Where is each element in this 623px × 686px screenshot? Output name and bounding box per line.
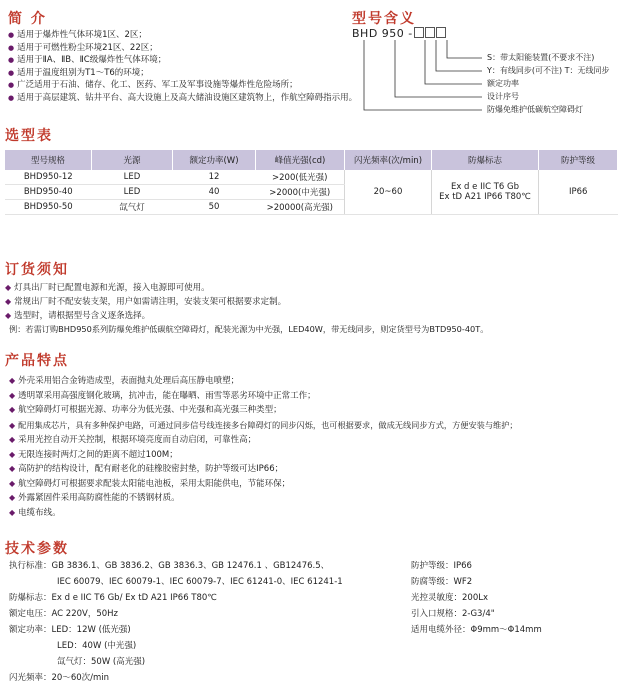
- cell-source: LED: [92, 170, 173, 185]
- legend-seq: 设计序号: [487, 92, 519, 101]
- model-dash: -: [408, 27, 413, 40]
- list-item: ◆ 外壳采用铝合金铸造成型，表面抛丸处理后高压静电喷塑；: [9, 376, 240, 386]
- ordering-list: [5, 281, 488, 336]
- table-header-row: [5, 150, 618, 170]
- selection-title: 选型表: [5, 128, 53, 144]
- col-header: 额定功率(W): [173, 150, 256, 170]
- code-box: [436, 27, 446, 38]
- tech-flash: 闪光频率：20～60次/min: [9, 673, 110, 683]
- diamond-icon: ◆: [9, 464, 16, 473]
- features-list: [9, 374, 518, 520]
- model-legend: [487, 52, 594, 64]
- tech-anticorrosion: 防腐等级：WF2: [411, 577, 473, 587]
- cell-source: 氙气灯: [92, 200, 173, 215]
- diamond-icon: ◆: [9, 405, 16, 414]
- col-header: 型号规格: [5, 150, 92, 170]
- selection-table: [5, 150, 618, 215]
- features-title: 产品特点: [5, 353, 69, 369]
- diamond-icon: ◆: [9, 449, 16, 459]
- legend-s: S：带太阳能装置(不要求不注): [487, 53, 595, 62]
- bullet-icon: ●: [8, 43, 15, 52]
- cell-intensity: >20000(高光强): [256, 200, 345, 215]
- col-header: 防爆标志: [432, 150, 539, 170]
- intro-list: [8, 29, 357, 104]
- cell-flash: 20~60: [345, 170, 432, 215]
- table-row: [5, 170, 618, 185]
- list-item: ◆ 采用光控自动开关控制，根据环境亮度而自动启闭，可靠性高；: [9, 435, 257, 445]
- legend-y: Y：有线同步(可不注) T：无线同步: [487, 66, 610, 75]
- cell-model: BHD950-12: [5, 170, 92, 185]
- code-box: [414, 27, 424, 38]
- cell-model: BHD950-50: [5, 200, 92, 215]
- diamond-icon: ◆: [5, 297, 12, 306]
- tech-power: 额定功率：LED：12W (低光强): [9, 625, 131, 635]
- cell-power: 12: [173, 170, 256, 185]
- diamond-icon: ◆: [9, 507, 16, 517]
- list-item: ◆ 航空障碍灯可根据光源、功率分为低光强、中光强和高光强三种类型；: [9, 405, 282, 415]
- diamond-icon: ◆: [9, 478, 16, 488]
- exmark-line1: Ex d e IIC T6 Gb: [450, 182, 520, 192]
- col-header: 闪光频率(次/min): [345, 150, 432, 170]
- list-item: ◆ 航空障碍灯可根据要求配装太阳能电池板，采用太阳能供电，节能环保；: [9, 478, 291, 489]
- list-item: ◆ 电缆布线。: [9, 507, 61, 518]
- col-header: 光源: [92, 150, 173, 170]
- model-title: 型号含义: [352, 11, 416, 27]
- model-number: 950: [381, 27, 405, 40]
- tech-left: [9, 558, 343, 686]
- diamond-icon: ◆: [5, 311, 12, 320]
- legend-line: [436, 40, 482, 71]
- cell-source: LED: [92, 185, 173, 200]
- list-item: ◆ 透明罩采用高强度钢化玻璃，抗冲击，能在曝晒、雨雪等恶劣环境中正常工作；: [9, 390, 316, 401]
- tech-entry-spec: 引入口规格：2-G3/4": [411, 609, 495, 619]
- bullet-icon: ●: [8, 81, 15, 89]
- list-item: ◆ 选型时，请根据型号含义逐条选择。: [5, 311, 151, 321]
- list-item: ● 适用于爆炸性气体环境1区、2区；: [8, 30, 147, 40]
- cell-power: 50: [173, 200, 256, 215]
- diamond-icon: ◆: [9, 390, 16, 400]
- ordering-example: 例：若需订购BHD950系列防爆免维护低碳航空障碍灯，配装光源为中光强，LED40W，带无线同步，则定货型号为BTD950-40T。: [9, 324, 489, 334]
- cell-intensity: >200(低光强): [256, 170, 345, 185]
- list-item: ● 广泛适用于石油、储存、化工、医药、军工及军事设施等爆炸性危险场所；: [8, 80, 298, 90]
- tech-standards-2: IEC 60079、IEC 60079-1、IEC 60079-7、IEC 61241-0、IEC 61241-1: [57, 577, 343, 587]
- tech-light-sensitivity: 光控灵敏度：200Lx: [411, 593, 488, 603]
- list-item: ● 适用于温度组别为T1～T6的环境；: [8, 67, 149, 78]
- tech-protection: 防护等级：IP66: [411, 561, 472, 571]
- list-item: ● 适用于可燃性粉尘环境21区、22区；: [8, 42, 158, 53]
- tech-exmark: 防爆标志：Ex d e IIC T6 Gb/ Ex tD A21 IP66 T80℃: [9, 593, 217, 603]
- diamond-icon: ◆: [9, 435, 16, 444]
- col-header: 峰值光强(cd): [256, 150, 345, 170]
- intro-title: 简 介: [8, 11, 47, 27]
- tech-right: [411, 558, 542, 638]
- tech-cable-diameter: 适用电缆外径：Φ9mm～Φ14mm: [411, 625, 542, 635]
- col-header: 防护等级: [539, 150, 618, 170]
- ordering-title: 订货须知: [5, 262, 69, 278]
- code-box: [425, 27, 435, 38]
- bullet-icon: ●: [8, 56, 15, 64]
- legend-power: 额定功率: [487, 79, 519, 88]
- list-item: ◆ 常规出厂时不配安装支架，用户如需请注明，安装支架可根据要求定制。: [5, 297, 287, 307]
- tech-power-3: 氙气灯：50W (高光强): [57, 657, 146, 667]
- tech-standards: 执行标准：GB 3836.1、GB 3836.2、GB 3836.3、GB 12476.1 、GB12476.5、: [9, 561, 330, 571]
- cell-model: BHD950-40: [5, 185, 92, 200]
- diamond-icon: ◆: [9, 376, 16, 385]
- diamond-icon: ◆: [9, 493, 16, 502]
- cell-protection: IP66: [539, 170, 618, 215]
- diamond-icon: ◆: [9, 420, 16, 430]
- legend-name: 防爆免维护低碳航空障碍灯: [487, 105, 583, 114]
- cell-intensity: >2000(中光强): [256, 185, 345, 200]
- list-item: ◆ 高防护的结构设计，配有耐老化的硅橡胶密封垫，防护等级可达IP66；: [9, 464, 284, 474]
- cell-power: 40: [173, 185, 256, 200]
- legend-line: [447, 40, 482, 58]
- legend-line: [425, 40, 482, 84]
- list-item: ◆ 无限连接时两灯之间的距离不超过100M；: [9, 449, 178, 460]
- legend-line: [364, 40, 482, 110]
- tech-power-2: LED：40W (中光强): [57, 641, 137, 651]
- list-item: ● 适用于高层建筑、钻井平台、高大设施上及高大储油设施区建筑物上，作航空障碍指示用。: [8, 92, 358, 103]
- list-item: ◆ 外露紧固件采用高防腐性能的不锈钢材质。: [9, 493, 180, 503]
- bullet-icon: ●: [8, 68, 15, 77]
- tech-voltage: 额定电压：AC 220V，50Hz: [9, 609, 119, 619]
- cell-exmark: [432, 170, 539, 215]
- list-item: ◆ 配用集成芯片，具有多种保护电路，可通过同步信号线连接多台障碍灯的同步闪烁，也可根据要求，做成无线同步方式，方便安装与维护；: [9, 419, 518, 430]
- bullet-icon: ●: [8, 31, 15, 39]
- list-item: ◆ 灯具出厂时已配置电源和光源，接入电源即可使用。: [5, 283, 210, 293]
- diamond-icon: ◆: [5, 283, 12, 292]
- bullet-icon: ●: [8, 93, 15, 102]
- tech-title: 技术参数: [5, 541, 69, 557]
- model-prefix: BHD: [352, 27, 378, 40]
- model-legend-lines: [350, 38, 490, 120]
- legend-line: [395, 40, 482, 97]
- list-item: ● 适用于ⅡA、ⅡB、ⅡC级爆炸性气体环境；: [8, 55, 167, 65]
- exmark-line2: Ex tD A21 IP66 T80℃: [439, 192, 531, 202]
